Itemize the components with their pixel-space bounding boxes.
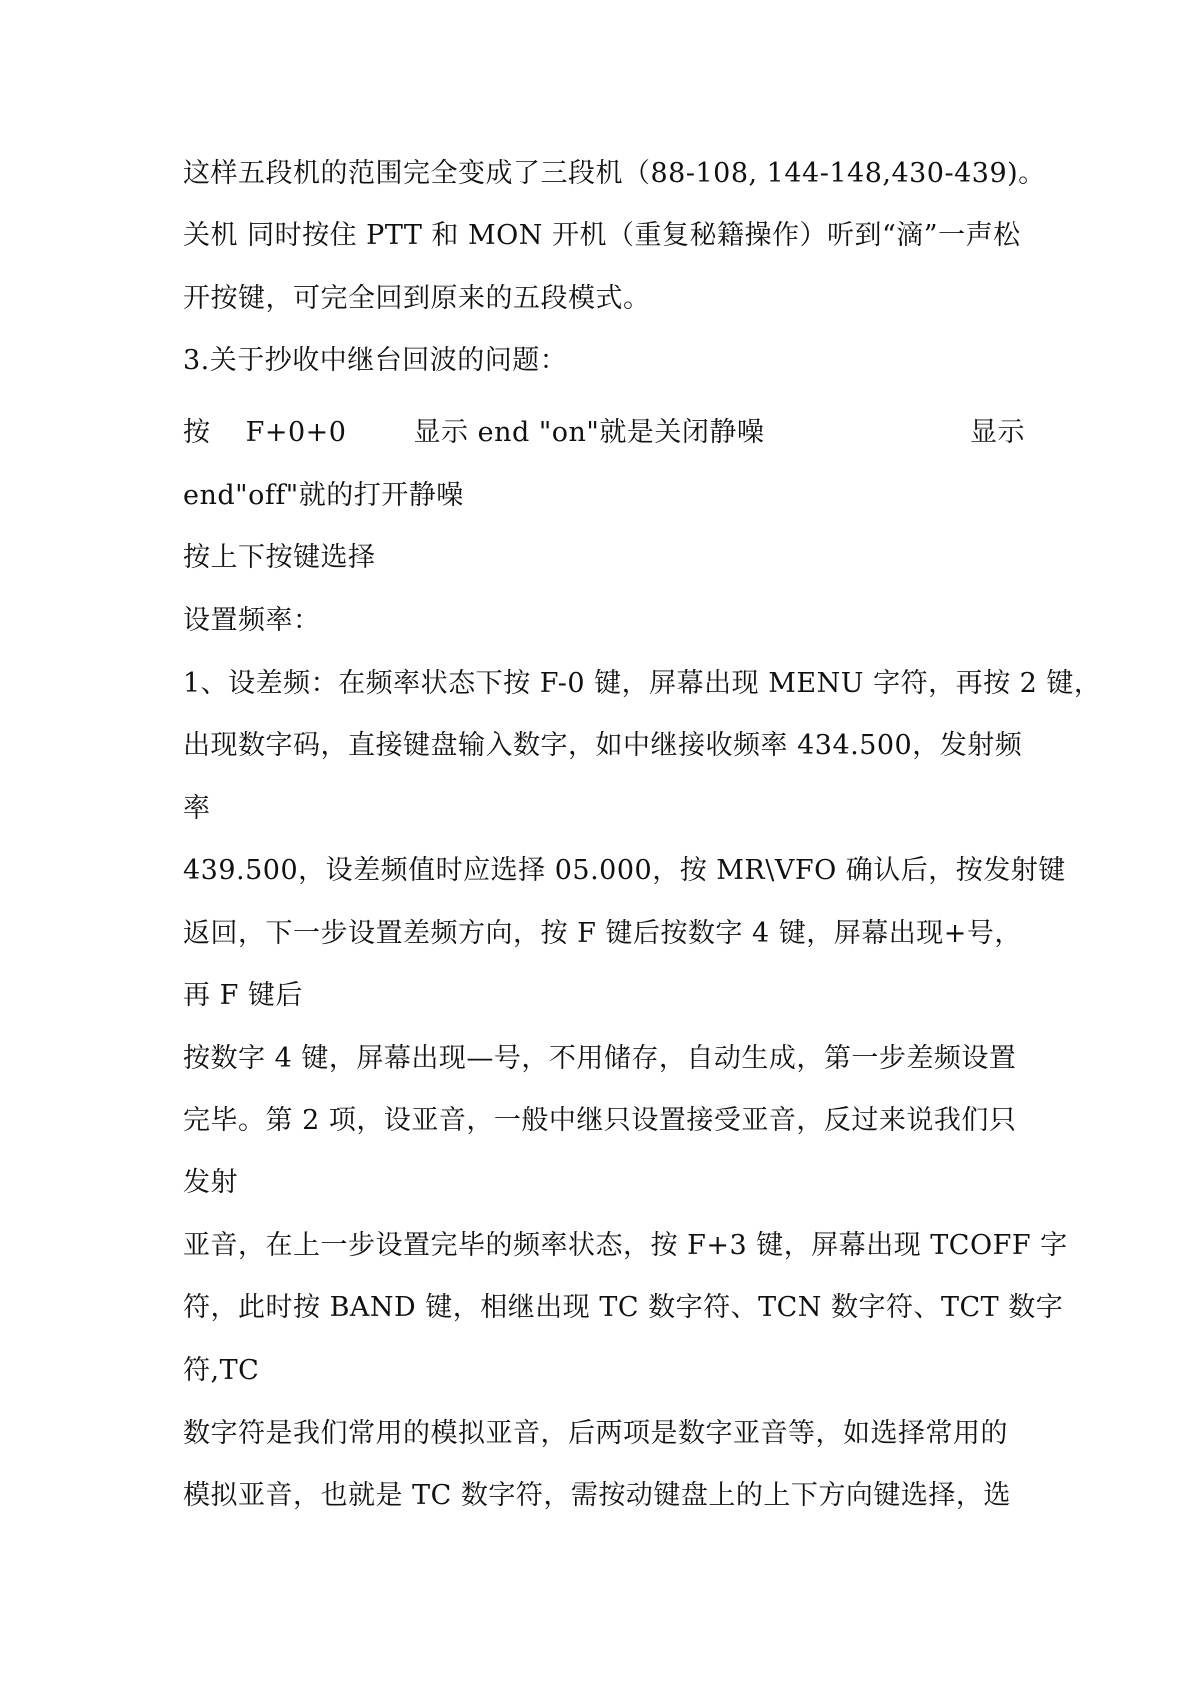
text-line: 符,TC	[183, 1355, 260, 1386]
press-show-on: 显示 end "on"就是关闭静噪	[413, 417, 765, 448]
text-line: 数字符是我们常用的模拟亚音，后两项是数字亚音等，如选择常用的	[183, 1418, 1008, 1449]
press-key-line	[183, 416, 1025, 450]
text-line: 亚音，在上一步设置完毕的频率状态，按 F+3 键，屏幕出现 TCOFF 字	[183, 1230, 1068, 1261]
text-line: 率	[183, 793, 211, 824]
text-line: 开按键，可完全回到原来的五段模式。	[183, 283, 651, 314]
text-line: 出现数字码，直接键盘输入数字，如中继接收频率 434.500，发射频	[183, 730, 1023, 761]
text-line: 模拟亚音，也就是 TC 数字符，需按动键盘上的上下方向键选择，选	[183, 1480, 1011, 1511]
text-line: 符，此时按 BAND 键，相继出现 TC 数字符、TCN 数字符、TCT 数字	[183, 1292, 1064, 1323]
text-line: 按上下按键选择	[183, 542, 376, 573]
text-line: 3.关于抄收中继台回波的问题：	[183, 345, 568, 376]
press-key-left	[183, 416, 764, 450]
press-show-off: 显示	[970, 417, 1025, 448]
text-line: 关机 同时按住 PTT 和 MON 开机（重复秘籍操作）听到“滴”一声松	[183, 220, 1021, 251]
press-keys: F+0+0	[245, 417, 347, 448]
text-line: 设置频率：	[183, 605, 321, 636]
text-line: 完毕。第 2 项，设亚音，一般中继只设置接受亚音，反过来说我们只	[183, 1105, 1017, 1136]
text-line: 439.500，设差频值时应选择 05.000，按 MR\VFO 确认后，按发射键	[183, 855, 1066, 886]
text-line: 1、设差频：在频率状态下按 F-0 键，屏幕出现 MENU 字符，再按 2 键，	[183, 668, 1102, 699]
text-line: 返回，下一步设置差频方向，按 F 键后按数字 4 键，屏幕出现+号，	[183, 918, 1022, 949]
text-line: 发射	[183, 1167, 238, 1198]
text-line: 这样五段机的范围完全变成了三段机（88-108, 144-148,430-439)。	[183, 158, 1046, 189]
press-label: 按	[183, 417, 211, 448]
text-line: 再 F 键后	[183, 980, 303, 1011]
text-line: end"off"就的打开静噪	[183, 480, 464, 511]
text-line: 按数字 4 键，屏幕出现—号，不用储存，自动生成，第一步差频设置	[183, 1043, 1017, 1074]
